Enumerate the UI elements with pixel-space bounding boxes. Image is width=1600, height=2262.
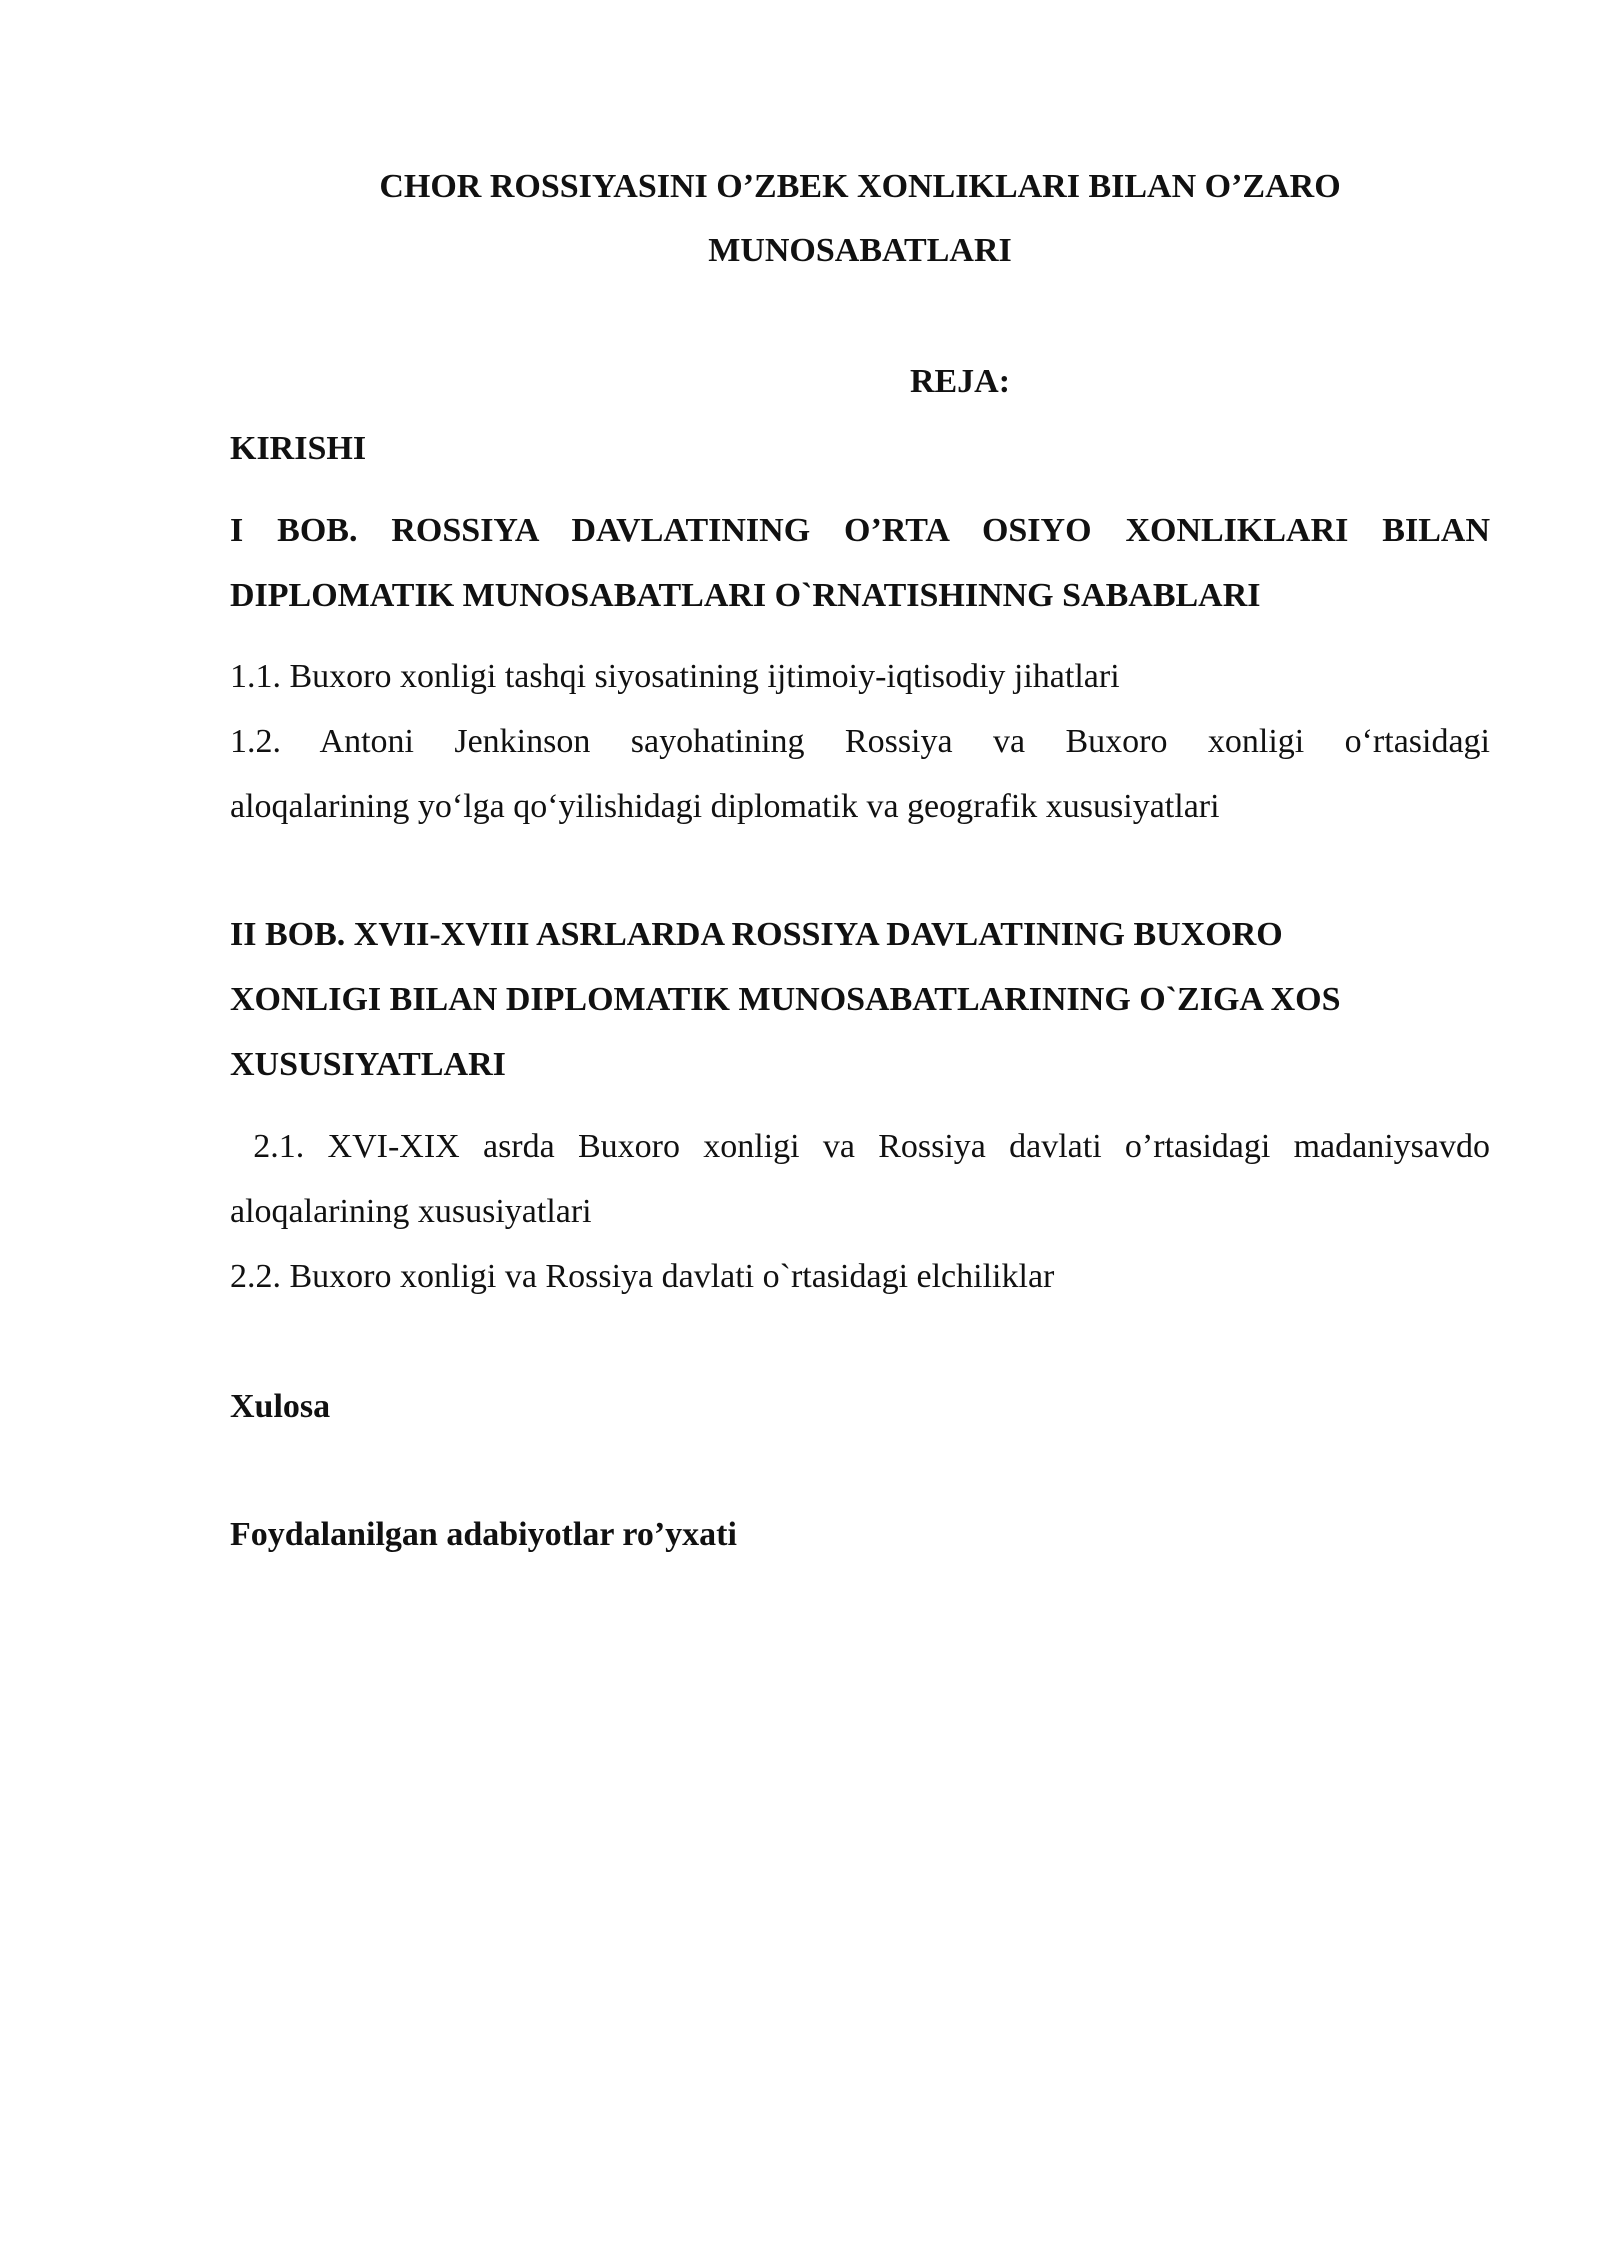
chapter-1-item-2-line-1: 1.2. Antoni Jenkinson sayohatining Rossiya va Buxoro xonligi o‘rtasidagi [230,723,1490,760]
chapter-1-heading [230,498,1490,628]
intro-heading: KIRISHI [230,430,367,467]
chapter-1-heading-line-1: I BOB. ROSSIYA DAVLATINING O’RTA OSIYO XONLIKLARI BILAN [230,512,1490,549]
chapter-2-heading [230,902,1490,1097]
title-line-2: MUNOSABATLARI [708,232,1012,269]
chapter-2-item-2: 2.2. Buxoro xonligi va Rossiya davlati o`rtasidagi elchiliklar [230,1258,1055,1295]
chapter-2-item-1-line-2: aloqalarining xususiyatlari [230,1193,592,1230]
chapter-2-heading-line-1: II BOB. XVII-XVIII ASRLARDA ROSSIYA DAVLATINING BUXORO [230,916,1283,953]
chapter-2-heading-line-2: XONLIGI BILAN DIPLOMATIK MUNOSABATLARINING O`ZIGA XOS [230,981,1341,1018]
chapter-2-item-1 [230,1114,1490,1244]
chapter-1-item-2 [230,709,1490,839]
conclusion-heading: Xulosa [230,1388,331,1425]
references-heading: Foydalanilgan adabiyotlar ro’yxati [230,1516,737,1553]
document-title [230,155,1490,283]
chapter-1-heading-line-2: DIPLOMATIK MUNOSABATLARI O`RNATISHINNG SABABLARI [230,577,1261,614]
chapter-2-heading-line-3: XUSUSIYATLARI [230,1046,506,1083]
title-line-1: CHOR ROSSIYASINI O’ZBEK XONLIKLARI BILAN O’ZARO [379,168,1341,205]
chapter-1-item-2-line-2: aloqalarining yo‘lga qo‘yilishidagi diplomatik va geografik xususiyatlari [230,788,1220,825]
chapter-2-item-1-line-1: 2.1. XVI-XIX asrda Buxoro xonligi va Rossiya davlati o’rtasidagi madaniysavdo [230,1128,1490,1165]
plan-heading: REJA: [909,363,1011,400]
chapter-1-item-1: 1.1. Buxoro xonligi tashqi siyosatining ijtimoiy-iqtisodiy jihatlari [230,658,1120,695]
